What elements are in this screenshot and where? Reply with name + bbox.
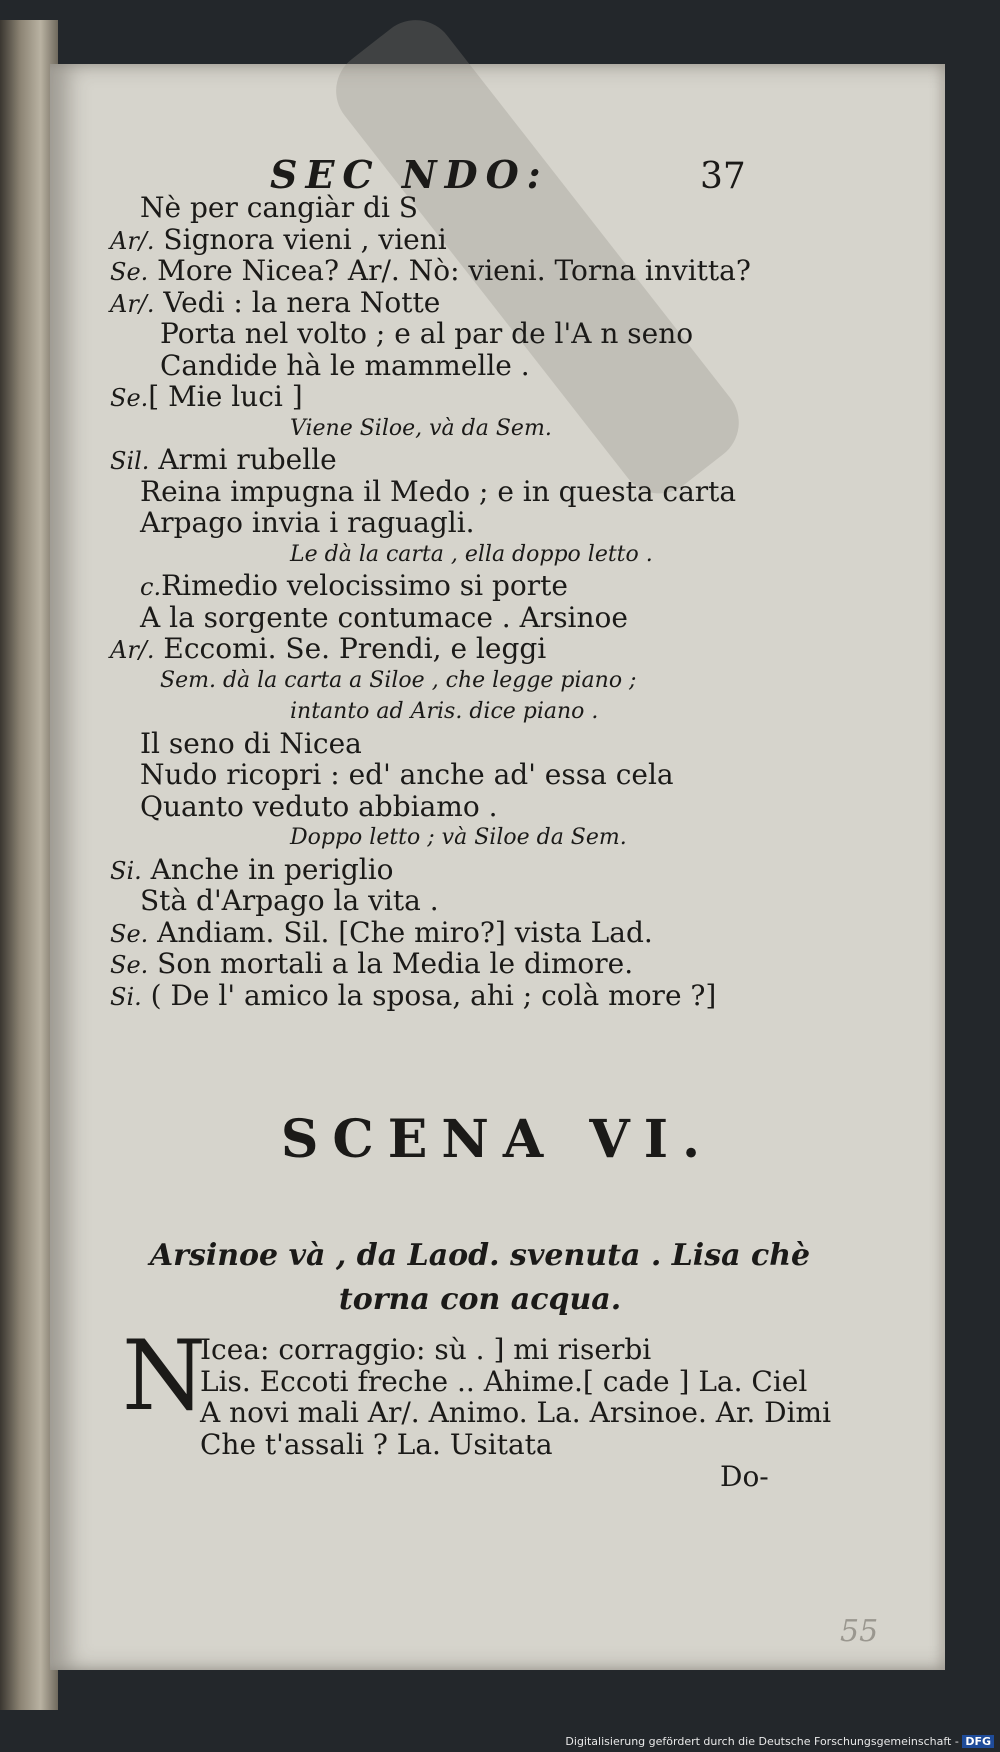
text-line	[110, 948, 830, 980]
scene-title: SCENA VI.	[280, 1109, 715, 1170]
line-text: Le dà la carta , ella doppo letto .	[290, 541, 653, 567]
scene-persons-line-2: torna con acqua.	[338, 1282, 622, 1317]
speaker-label: Ar/.	[110, 226, 155, 255]
line-text: Anche in periglio	[141, 852, 394, 886]
digitization-credit	[565, 1735, 994, 1748]
line-text: Candide hà le mammelle .	[160, 348, 530, 382]
speaker-label: Se.	[110, 384, 149, 412]
speaker-label: Se.	[110, 951, 149, 979]
scene-persons-line-1: Arsinoe và , da Laod. svenuta . Lisa chè	[149, 1238, 811, 1273]
credit-text: Digitalisierung gefördert durch die Deutsche Forschungsgemeinschaft -	[565, 1735, 959, 1748]
text-line	[110, 602, 830, 634]
line-text: Rimedio velocissimo si porte	[161, 569, 568, 602]
text-line	[110, 885, 830, 917]
text-line	[110, 318, 830, 350]
line-text: Quanto veduto abbiamo .	[140, 789, 498, 823]
text-line	[110, 539, 830, 571]
text-line	[110, 665, 830, 697]
text-line	[110, 791, 830, 823]
line-text: Arpago invia i raguagli.	[140, 506, 475, 539]
line-text: Armi rubelle	[149, 443, 337, 476]
speaker-label: Si.	[110, 856, 142, 885]
text-line: Icea: corraggio: sù . ] mi riserbi	[200, 1333, 652, 1366]
text-line	[110, 759, 830, 791]
line-text: Eccomi. Se. Prendi, e leggi	[154, 632, 547, 665]
text-line: Lis. Eccoti freche .. Ahime.[ cade ] La. Ciel	[200, 1364, 808, 1398]
text-line	[110, 507, 830, 539]
speaker-label: Ar/.	[110, 289, 155, 318]
page-number: 37	[700, 156, 746, 197]
scene-dialogue-block	[200, 1334, 840, 1460]
line-text: intanto ad Aris. dice piano .	[290, 699, 599, 724]
speaker-label: Si.	[110, 982, 142, 1011]
speaker-label: Se.	[110, 258, 149, 286]
text-line	[110, 350, 830, 382]
line-text: Viene Siloe, và da Sem.	[290, 415, 552, 441]
line-text: A la sorgente contumace . Arsinoe	[140, 600, 628, 634]
text-line	[110, 287, 830, 319]
text-line	[110, 476, 830, 508]
line-text: Sem. dà la carta a Siloe , che legge piano ;	[160, 667, 637, 693]
line-text: Porta nel volto ; e al par de l'A n seno	[160, 317, 694, 350]
line-text: Nè per cangiàr di S	[140, 191, 418, 224]
text-line	[110, 696, 830, 728]
book-page	[50, 64, 945, 1670]
line-text: More Nicea? Ar/. Nò: vieni. Torna invitta?	[148, 254, 751, 287]
line-text: ( De l' amico la sposa, ahi ; colà more ?]	[141, 978, 717, 1012]
line-text: [ Mie luci ]	[148, 380, 303, 413]
line-text: Nudo ricopri : ed' anche ad' essa cela	[140, 758, 674, 791]
line-text: Signora vieni , vieni	[154, 222, 447, 256]
text-line	[110, 444, 830, 476]
speaker-label: Se.	[110, 919, 149, 948]
catchword: Do-	[720, 1460, 769, 1493]
text-line	[110, 980, 830, 1012]
speaker-label: Sil.	[110, 447, 150, 475]
line-text: Stà d'Arpago la vita .	[140, 884, 439, 917]
text-line	[110, 728, 830, 760]
text-line	[110, 255, 830, 287]
pencil-mark: 55	[840, 1614, 879, 1649]
speaker-label: c.	[140, 573, 162, 601]
line-text: Andiam. Sil. [Che miro?] vista Lad.	[148, 915, 653, 949]
text-line	[110, 570, 830, 602]
text-line	[110, 224, 830, 256]
dfg-logo: DFG	[962, 1735, 994, 1748]
scene-persons	[130, 1234, 830, 1322]
line-text: Il seno di Nicea	[140, 726, 362, 760]
drop-capital: N	[122, 1320, 206, 1432]
text-line	[110, 413, 830, 445]
dialogue-block	[110, 192, 830, 1011]
line-text: Son mortali a la Media le dimore.	[148, 947, 634, 980]
running-header: SEC NDO:	[270, 152, 549, 197]
text-line: A novi mali Ar/. Animo. La. Arsinoe. Ar. Dimi	[200, 1396, 832, 1429]
text-line	[110, 381, 830, 413]
line-text: Doppo letto ; và Siloe da Sem.	[290, 825, 627, 850]
line-text: Reina impugna il Medo ; e in questa carta	[140, 474, 737, 508]
text-line: Che t'assali ? La. Usitata	[200, 1427, 553, 1461]
text-line	[110, 822, 830, 854]
text-line	[110, 917, 830, 949]
text-line	[110, 633, 830, 665]
text-line	[110, 854, 830, 886]
text-line	[110, 192, 830, 224]
speaker-label: Ar/.	[110, 636, 155, 664]
line-text: Vedi : la nera Notte	[154, 285, 441, 319]
